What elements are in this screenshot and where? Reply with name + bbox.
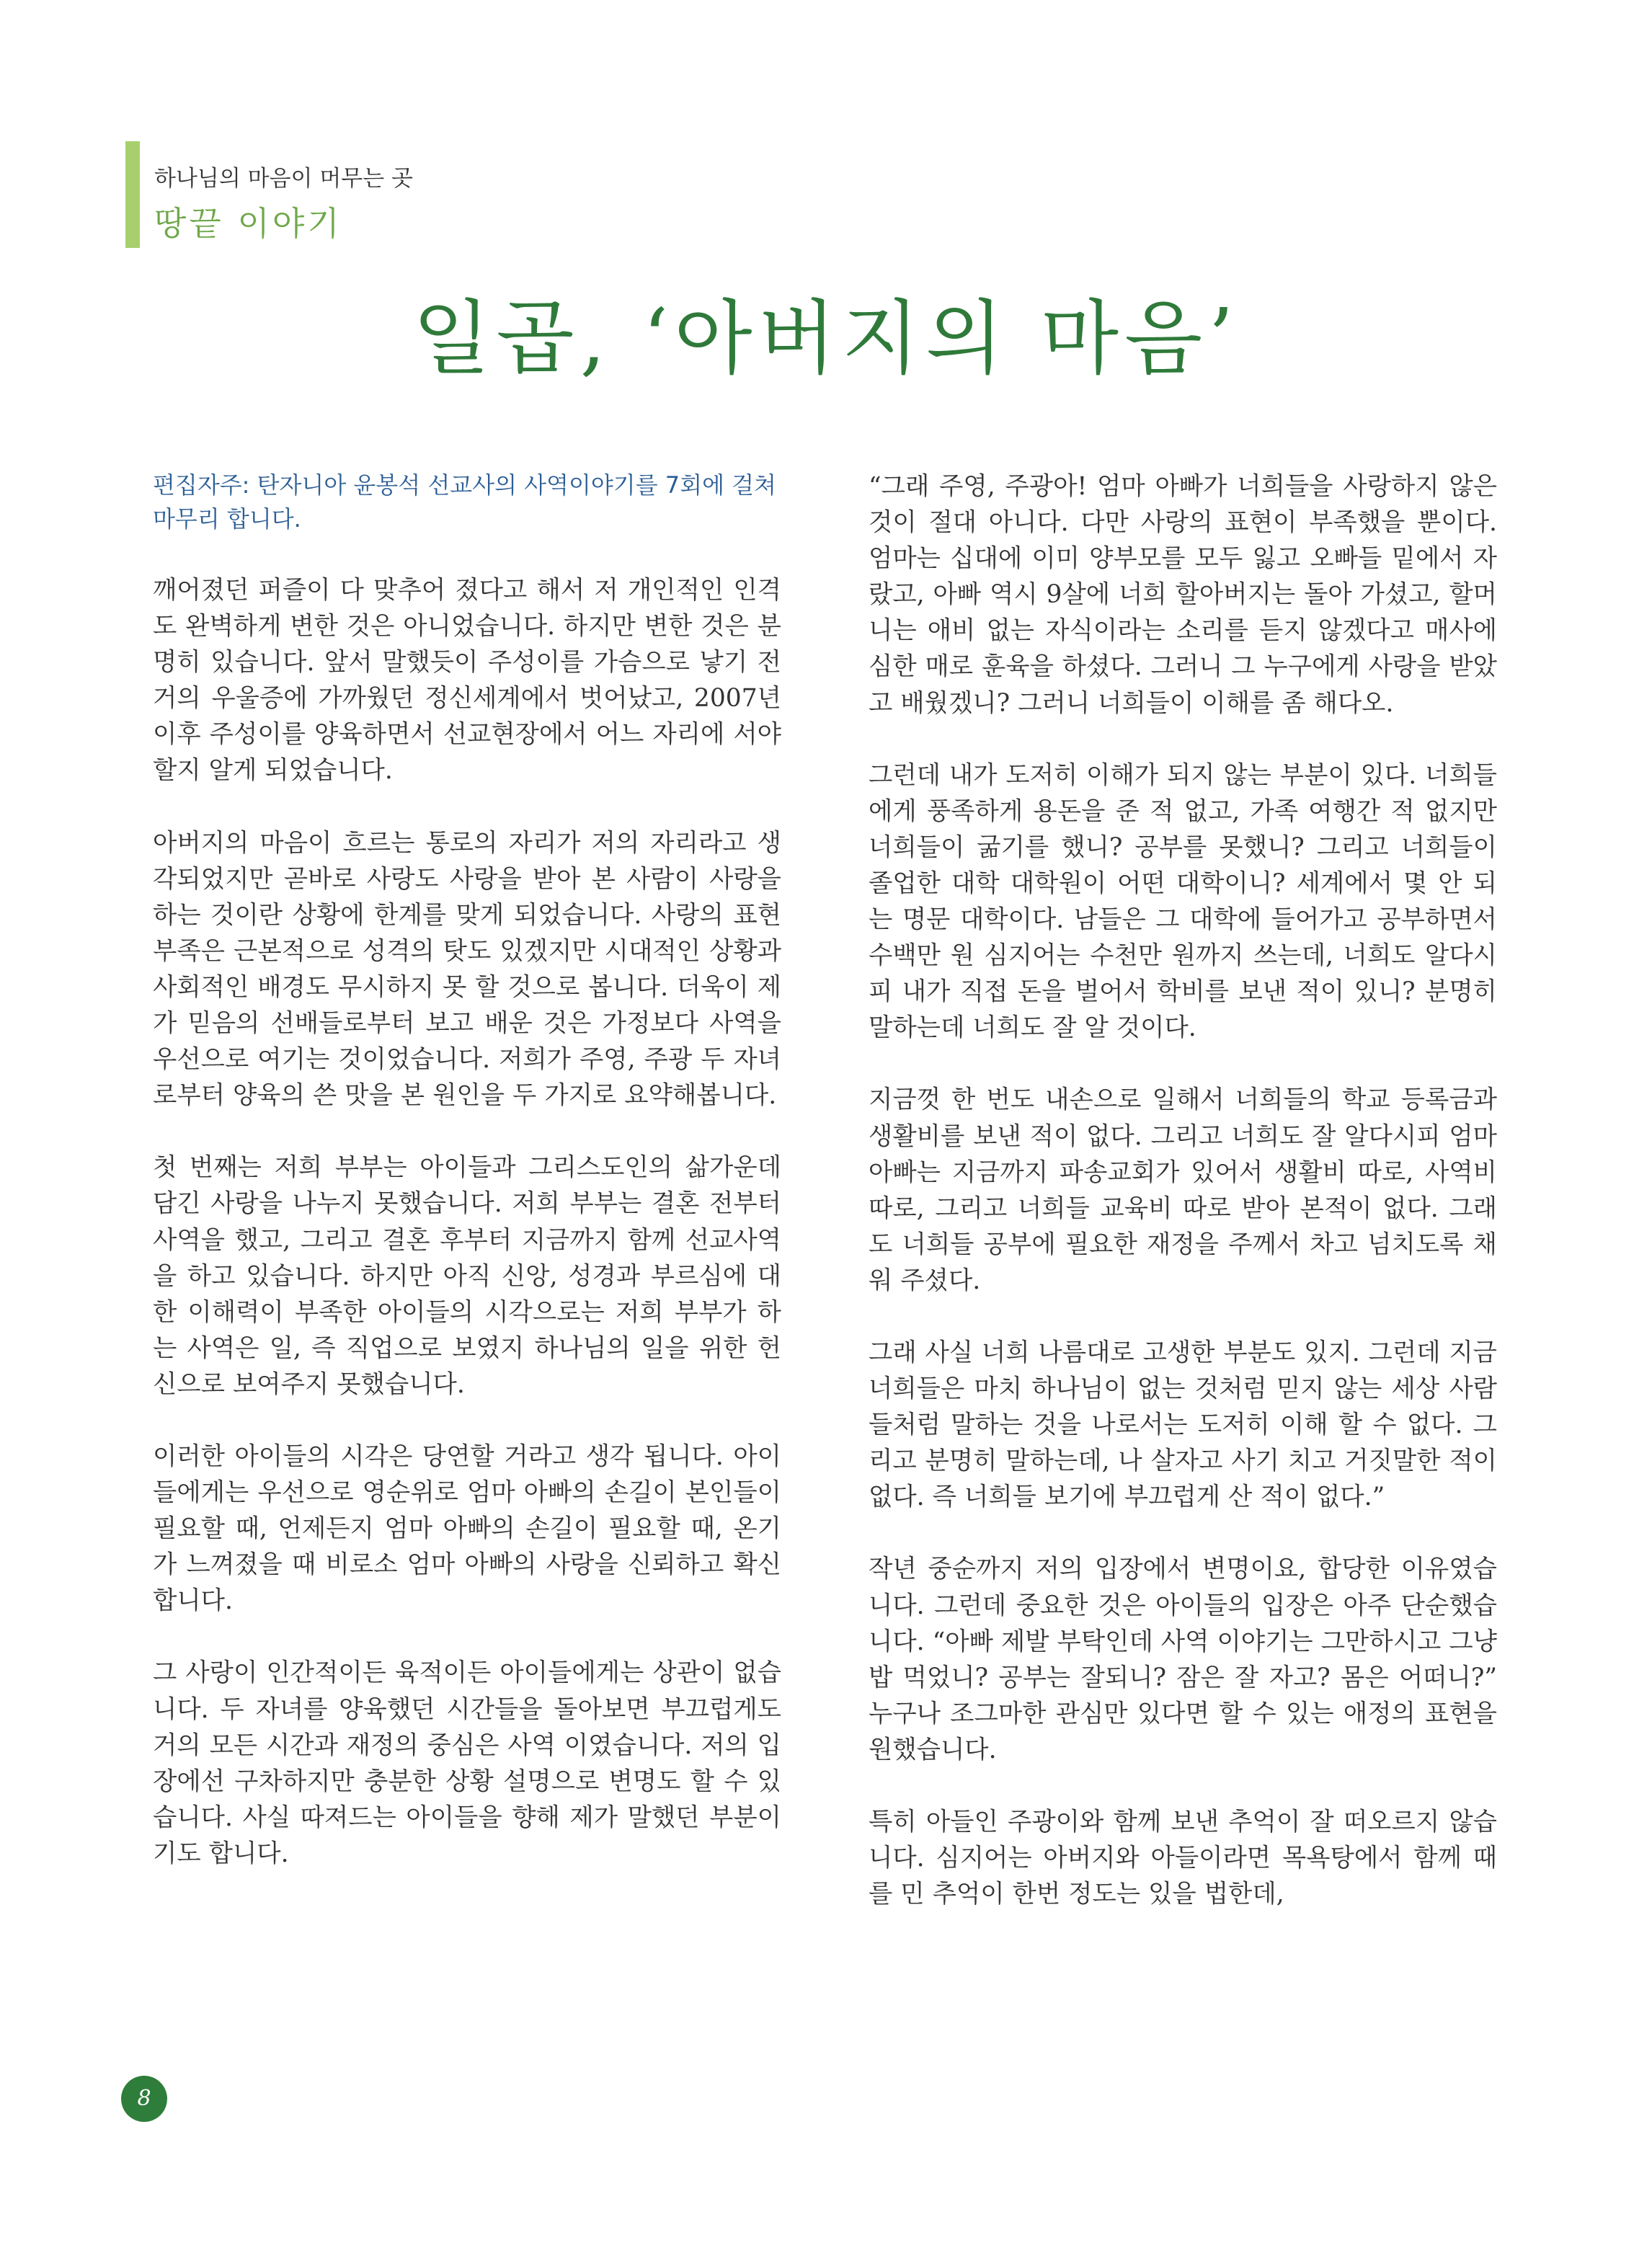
body-paragraph: 작년 중순까지 저의 입장에서 변명이요, 합당한 이유였습니다. 그런데 중요한 것은 아이들의 입장은 아주 단순했습니다. “아빠 제발 부탁인데 사역 이야기는 그만하시고 그냥 밥 먹었니? 공부는 잘되니? 잠은 잘 자고? 몸은 어떠니?” 누구나 조그마한 관심만 있다면 할 수 있는 애정의 표현을 원했습니다. (869, 1555, 1497, 1764)
body-paragraph: 그런데 내가 도저히 이해가 되지 않는 부분이 있다. 너희들에게 풍족하게 용돈을 준 적 없고, 가족 여행간 적 없지만 너희들이 굶기를 했니? 공부를 못했니? 그리고 너희들이 졸업한 대학 대학원이 어떤 대학이니? 세계에서 몇 안 되는 명문 대학이다. 남들은 그 대학에 들어가고 공부하면서 수백만 원 심지어는 수천만 원까지 쓰는데, 너희도 알다시피 내가 직접 돈을 벌어서 학비를 보낸 적이 있니? 분명히 말하는데 너희도 잘 알 것이다. (869, 760, 1497, 1043)
header-accent-bar (125, 141, 140, 248)
body-paragraph: 첫 번째는 저희 부부는 아이들과 그리스도인의 삶가운데 담긴 사랑을 나누지 못했습니다. 저희 부부는 결혼 전부터 사역을 했고, 그리고 결혼 후부터 지금까지 함께 선교사역을 하고 있습니다. 하지만 아직 신앙, 성경과 부르심에 대한 이해력이 부족한 아이들의 시각으로는 저희 부부가 하는 사역은 일, 즉 직업으로 보였지 하나님의 일을 위한 헌신으로 보여주지 못했습니다. (153, 1153, 781, 1399)
header-subtitle: 하나님의 마음이 머무는 곳 (154, 166, 413, 192)
body-paragraph: 지금껏 한 번도 내손으로 일해서 너희들의 학교 등록금과 생활비를 보낸 적이 없다. 그리고 너희도 잘 알다시피 엄마 아빠는 지금까지 파송교회가 있어서 생활비 따로, 사역비 따로, 그리고 너희들 교육비 따로 받아 본적이 없다. 그래도 너희들 공부에 필요한 재정을 주께서 차고 넘치도록 채워 주셨다. (869, 1085, 1497, 1295)
body-paragraph: 그 사랑이 인간적이든 육적이든 아이들에게는 상관이 없습니다. 두 자녀를 양육했던 시간들을 돌아보면 부끄럽게도 거의 모든 시간과 재정의 중심은 사역 이였습니다. 저의 입장에선 구차하지만 충분한 상황 설명으로 변명도 할 수 있습니다. 사실 따져드는 아이들을 향해 제가 말했던 부분이기도 합니다. (153, 1658, 781, 1868)
body-paragraph: 특히 아들인 주광이와 함께 보낸 추억이 잘 떠오르지 않습니다. 심지어는 아버지와 아들이라면 목욕탕에서 함께 때를 민 추억이 한번 정도는 있을 법한데, (869, 1808, 1497, 1909)
body-paragraph: “그래 주영, 주광아! 엄마 아빠가 너희들을 사랑하지 않은 것이 절대 아니다. 다만 사랑의 표현이 부족했을 뿐이다. 엄마는 십대에 이미 양부모를 모두 잃고 오빠들 밑에서 자랐고, 아빠 역시 9살에 너희 할아버지는 돌아 가셨고, 할머니는 애비 없는 자식이라는 소리를 듣지 않겠다고 매사에 심한 매로 훈육을 하셨다. 그러니 그 누구에게 사랑을 받았고 배웠겠니? 그러니 너희들이 이해를 좀 해다오. (869, 472, 1497, 718)
section-name: 땅끝 이야기 (154, 204, 342, 243)
article-title: 일곱, ‘아버지의 마음’ (412, 292, 1240, 386)
body-paragraph: 그래 사실 너희 나름대로 고생한 부분도 있지. 그런데 지금 너희들은 마치 하나님이 없는 것처럼 믿지 않는 세상 사람들처럼 말하는 것을 나로서는 도저히 이해 할 수 없다. 그리고 분명히 말하는데, 나 살자고 사기 치고 거짓말한 적이 없다. 즉 너희들 보기에 부끄럽게 산 적이 없다.” (869, 1338, 1497, 1512)
page-number: 8 (121, 2076, 167, 2122)
editor-note: 편집자주: 탄자니아 윤봉석 선교사의 사역이야기를 7회에 걸쳐 마무리 합니다. (153, 471, 776, 533)
left-column (153, 468, 781, 1908)
body-paragraph: 깨어졌던 퍼즐이 다 맞추어 졌다고 해서 저 개인적인 인격도 완벽하게 변한 것은 아니었습니다. 하지만 변한 것은 분명히 있습니다. 앞서 말했듯이 주성이를 가슴으로 낳기 전 거의 우울증에 가까웠던 정신세계에서 벗어났고, 2007년 이후 주성이를 양육하면서 선교현장에서 어느 자리에 서야 할지 알게 되었습니다. (153, 576, 781, 786)
body-paragraph: 이러한 아이들의 시각은 당연할 거라고 생각 됩니다. 아이들에게는 우선으로 영순위로 엄마 아빠의 손길이 본인들이 필요할 때, 언제든지 엄마 아빠의 손길이 필요할 때, 온기가 느껴졌을 때 비로소 엄마 아빠의 사랑을 신뢰하고 확신합니다. (153, 1441, 781, 1616)
body-paragraph: 아버지의 마음이 흐르는 통로의 자리가 저의 자리라고 생각되었지만 곧바로 사랑도 사랑을 받아 본 사람이 사랑을 하는 것이란 상황에 한계를 맞게 되었습니다. 사랑의 표현 부족은 근본적으로 성격의 탓도 있겠지만 시대적인 상황과 사회적인 배경도 무시하지 못 할 것으로 봅니다. 더욱이 제가 믿음의 선배들로부터 보고 배운 것은 가정보다 사역을 우선으로 여기는 것이었습니다. 저희가 주영, 주광 두 자녀로부터 양육의 쓴 맛을 본 원인을 두 가지로 요약해봅니다. (153, 828, 781, 1111)
right-column (869, 468, 1497, 1948)
